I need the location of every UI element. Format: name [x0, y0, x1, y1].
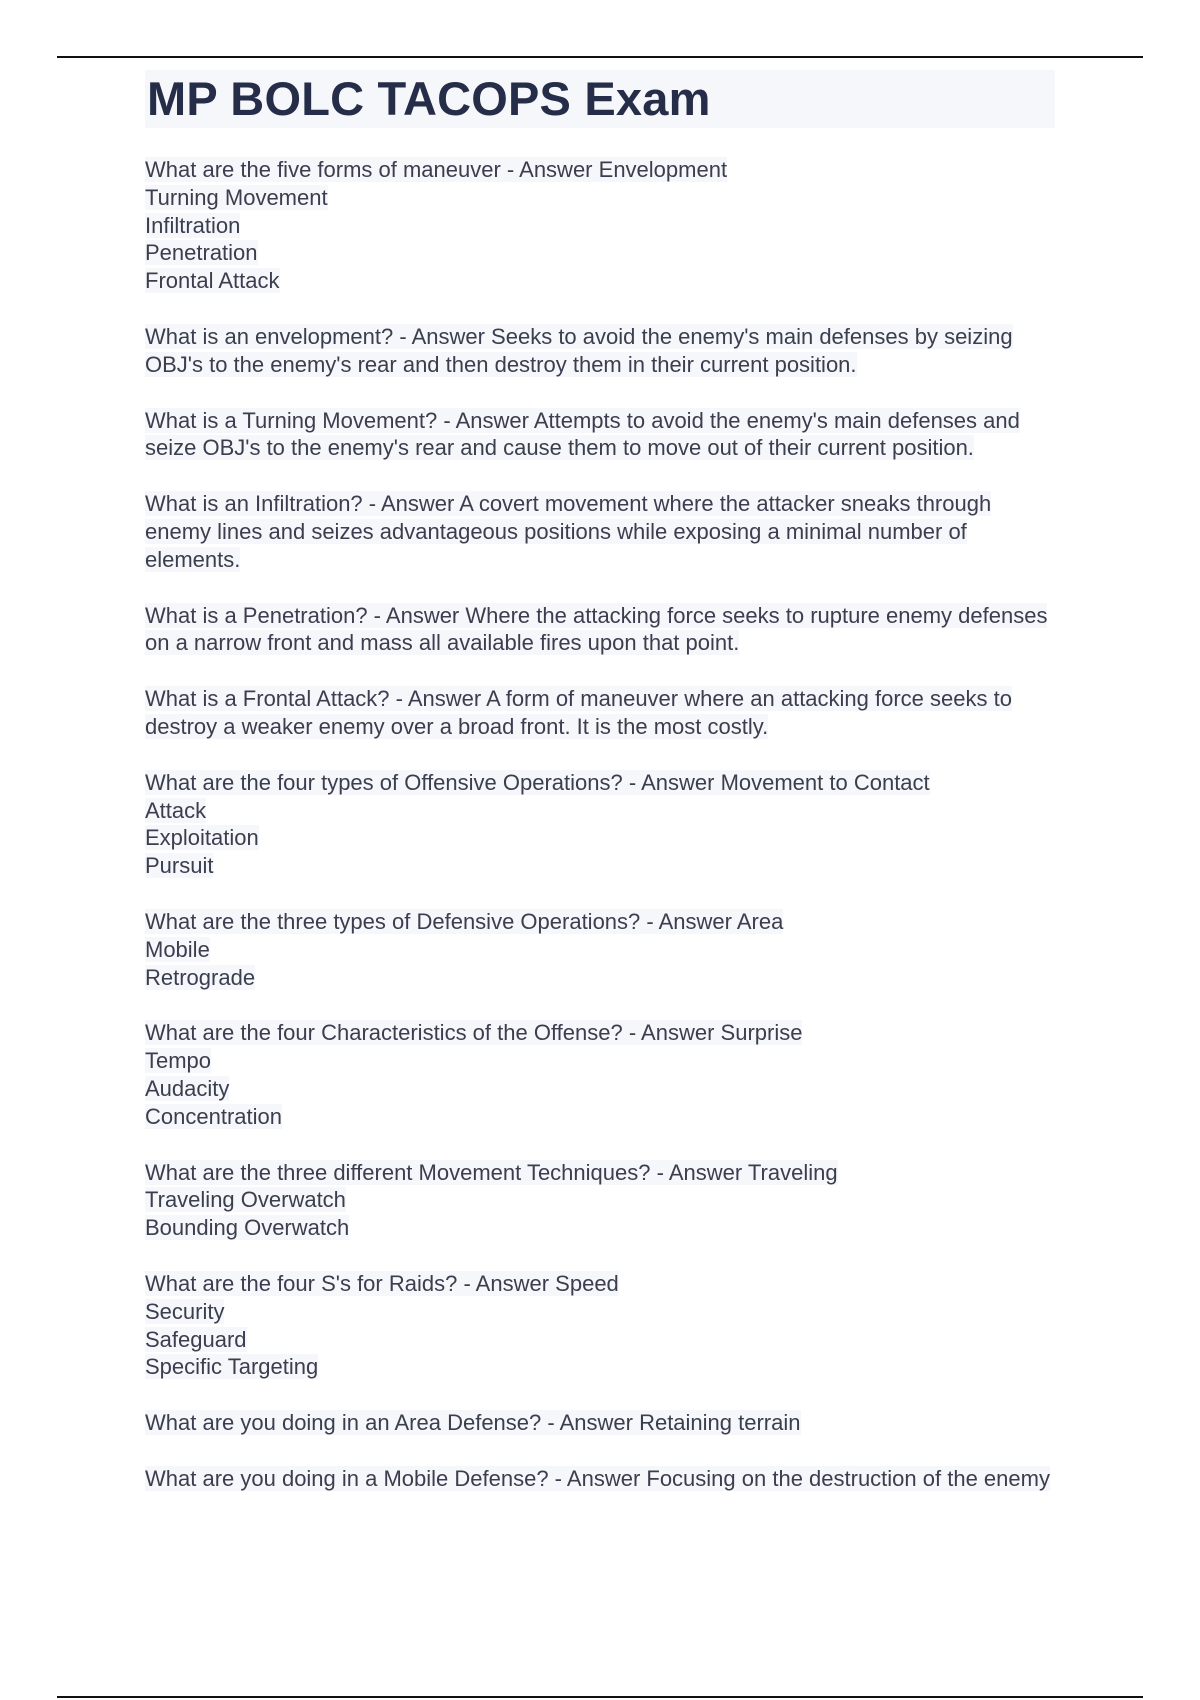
qa-answer-line: Specific Targeting — [145, 1354, 319, 1380]
qa-answer-line: Surprise — [720, 1020, 803, 1046]
qa-answer-line: Speed — [555, 1270, 619, 1296]
qa-item — [145, 1270, 1055, 1381]
qa-answer-line: Attack — [145, 797, 207, 823]
qa-item — [145, 1465, 1055, 1493]
qa-item — [145, 490, 1055, 573]
qa-answer-line: Bounding Overwatch — [145, 1215, 350, 1241]
qa-text: What is a Turning Movement? - Answer Attempts to avoid the enemy's main defenses and seize OBJ's to the enemy's rear and cause them to move out of their current position. — [145, 407, 1020, 461]
qa-text: What is a Penetration? - Answer Where the attacking force seeks to rupture enemy defenses on a narrow front and mass all available fires upon that point. — [145, 602, 1048, 656]
qa-item — [145, 1409, 1055, 1437]
qa-question: What are the three different Movement Techniques? - Answer — [145, 1159, 743, 1185]
qa-answer-line: Retrograde — [145, 964, 256, 990]
qa-question: What are the four S's for Raids? - Answer — [145, 1270, 550, 1296]
qa-question: What are the three types of Defensive Operations? - Answer — [145, 908, 732, 934]
qa-answer-line: Turning Movement — [145, 184, 328, 210]
qa-answer-line: Mobile — [145, 936, 210, 962]
qa-text: What is an Infiltration? - Answer A covert movement where the attacker sneaks through enemy lines and seizes advantageous positions while exposing a minimal number of elements. — [145, 491, 992, 572]
qa-answer-line: Traveling — [747, 1159, 838, 1185]
bottom-rule — [57, 1696, 1143, 1698]
qa-item — [145, 156, 1055, 295]
qa-item — [145, 769, 1055, 880]
qa-question: What are the four Characteristics of the Offense? - Answer — [145, 1020, 715, 1046]
qa-answer-line: Concentration — [145, 1103, 282, 1129]
qa-item — [145, 1159, 1055, 1242]
qa-answer-line: Movement to Contact — [720, 769, 930, 795]
qa-answer-line: Area — [736, 908, 784, 934]
qa-question: What are the five forms of maneuver - Answer — [145, 157, 593, 182]
qa-text: What is a Frontal Attack? - Answer A form of maneuver where an attacking force seeks to destroy a weaker enemy over a broad front. It is the most costly. — [145, 686, 1012, 739]
document-body — [145, 70, 1055, 1521]
qa-answer-line: Penetration — [145, 240, 258, 266]
qa-answer-line: Safeguard — [145, 1326, 247, 1352]
page-title: MP BOLC TACOPS Exam — [145, 70, 1055, 128]
qa-answer-line: Envelopment — [598, 157, 728, 182]
qa-item — [145, 908, 1055, 991]
qa-list — [145, 156, 1055, 1493]
qa-question: What are the four types of Offensive Operations? - Answer — [145, 769, 715, 795]
qa-item — [145, 685, 1055, 741]
qa-answer-line: Infiltration — [145, 212, 241, 238]
qa-answer-line: Traveling Overwatch — [145, 1187, 346, 1213]
qa-answer-line: Exploitation — [145, 825, 259, 851]
qa-item — [145, 407, 1055, 463]
qa-answer-line: Audacity — [145, 1075, 230, 1101]
qa-answer-line: Frontal Attack — [145, 268, 280, 294]
top-rule — [57, 56, 1143, 58]
qa-text: What are you doing in an Area Defense? - Answer Retaining terrain — [145, 1410, 801, 1436]
qa-text: What are you doing in a Mobile Defense? - Answer Focusing on the destruction of the enemy — [145, 1465, 1050, 1491]
qa-item — [145, 602, 1055, 658]
qa-answer-line: Tempo — [145, 1048, 212, 1074]
qa-item — [145, 1019, 1055, 1130]
qa-item — [145, 323, 1055, 379]
qa-text: What is an envelopment? - Answer Seeks to avoid the enemy's main defenses by seizing OBJ's to the enemy's rear and then destroy them in their current position. — [145, 323, 1013, 377]
qa-answer-line: Pursuit — [145, 853, 214, 879]
qa-answer-line: Security — [145, 1298, 225, 1324]
